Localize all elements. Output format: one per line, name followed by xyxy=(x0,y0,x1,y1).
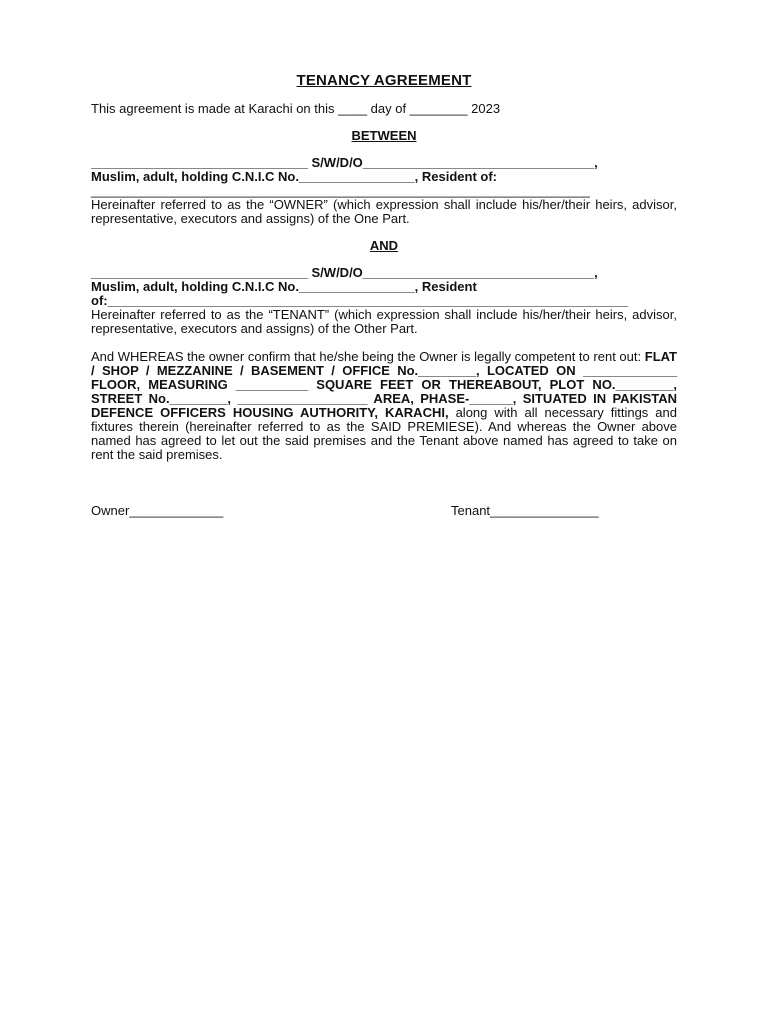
whereas-closing-text: along with all necessary fittings and fixtures therein (hereinafter referred to as the SAID PREMIESE). And whereas the Owner above named has agreed to let out the said premises and the Tenant above named has agreed to take on rent the said premises. xyxy=(91,405,677,462)
tenant-cnic-line: Muslim, adult, holding C.N.I.C No.________________, Resident xyxy=(91,279,477,294)
agreement-intro: This agreement is made at Karachi on this ____ day of ________ 2023 xyxy=(91,101,501,116)
document-content xyxy=(91,72,677,520)
signature-row xyxy=(91,504,677,520)
premises-details-text: FLAT / SHOP / MEZZANINE / BASEMENT / OFFICE No.________, LOCATED ON _____________ FLOOR, MEASURING __________ SQUARE FEET OR THEREABOUT, PLOT NO.________, STREET No.________, __________________ AREA, PHASE-______, SITUATED IN PAKISTAN DEFENCE OFFICERS HOUSING AUTHORITY, KARACHI, xyxy=(91,349,677,420)
tenant-signature-line: Tenant_______________ xyxy=(451,503,599,518)
owner-cnic-line: Muslim, adult, holding C.N.I.C No.________________, Resident of: xyxy=(91,169,498,184)
tenant-party-block xyxy=(91,266,677,336)
and-heading: AND xyxy=(369,238,399,253)
whereas-intro-text: And WHEREAS the owner confirm that he/she being the Owner is legally competent to rent out: xyxy=(91,349,645,364)
whereas-paragraph xyxy=(91,350,677,462)
spacer xyxy=(91,336,677,350)
tenant-name-line: ______________________________ S/W/D/O________________________________, xyxy=(91,265,598,280)
tenant-address-line: of:________________________________________________________________________ xyxy=(91,293,629,308)
between-heading: BETWEEN xyxy=(351,128,417,143)
document-title: TENANCY AGREEMENT xyxy=(296,72,472,89)
owner-name-line: ______________________________ S/W/D/O________________________________, xyxy=(91,155,598,170)
tenant-description: Hereinafter referred to as the “TENANT” (which expression shall include his/her/their heirs, advisor, representative, executors and assigns) of the Other Part. xyxy=(91,307,677,336)
owner-address-line: _____________________________________________________________________ xyxy=(91,183,590,198)
owner-description: Hereinafter referred to as the “OWNER” (which expression shall include his/her/their heirs, advisor, representative, executors and assigns) of the One Part. xyxy=(91,197,677,226)
owner-signature-line: Owner_____________ xyxy=(91,503,224,518)
owner-party-block xyxy=(91,156,677,226)
